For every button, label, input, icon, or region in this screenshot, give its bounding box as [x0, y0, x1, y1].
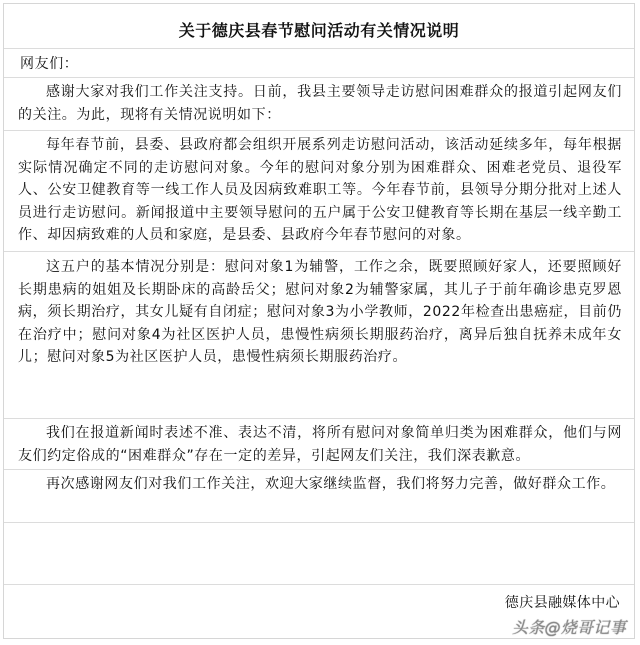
divider-line [4, 251, 634, 252]
watermark-text: 头条@烧哥记事 [511, 618, 626, 637]
document-title: 关于德庆县春节慰问活动有关情况说明 [178, 21, 460, 40]
divider-line [4, 584, 634, 585]
divider-line [4, 522, 634, 523]
divider-line [4, 77, 634, 78]
paragraph-1: 感谢大家对我们工作关注支持。日前，我县主要领导走访慰问困难群众的报道引起网友们的关注。为此，现将有关情况说明如下： [18, 84, 622, 123]
paragraph-3: 这五户的基本情况分别是：慰问对象1为辅警，工作之余，既要照顾好家人，还要照顾好长期患病的姐姐及长期卧床的高龄岳父；慰问对象2为辅警家属，其儿子于前年确诊患克罗恩病，须长期治疗，其女儿疑有自闭症；慰问对象3为小学教师，2022年检查出患癌症，目前仍在治疗中；慰问对象4为社区医护人员，患慢性病须长期服药治疗，离异后独自抚养未成年女儿；慰问对象5为社区医护人员，患慢性病须长期服药治疗。 [18, 259, 622, 365]
salutation: 网友们： [20, 56, 79, 72]
paragraph-2: 每年春节前，县委、县政府都会组织开展系列走访慰问活动，该活动延续多年，每年根据实际情况确定不同的走访慰问对象。今年的慰问对象分别为困难群众、困难老党员、退役军人、公安卫健教育等一线工作人员及因病致难职工等。今年春节前，县领导分期分批对上述人员进行走访慰问。新闻报道中主要领导慰问的五户属于公安卫健教育等长期在基层一线辛勤工作、却因病致难的人员和家庭，是县委、县政府今年春节慰问的对象。 [18, 137, 622, 243]
divider-line [4, 48, 634, 49]
document-page [3, 3, 635, 639]
paragraph-5: 再次感谢网友们对我们工作关注，欢迎大家继续监督，我们将努力完善，做好群众工作。 [46, 476, 616, 492]
paragraph-4: 我们在报道新闻时表述不准、表达不清，将所有慰问对象简单归类为困难群众，他们与网友们约定俗成的“困难群众”存在一定的差异，引起网友们关注，我们深表歉意。 [18, 425, 622, 464]
divider-line [4, 418, 634, 419]
divider-line [4, 469, 634, 470]
signature-organization: 德庆县融媒体中心 [504, 595, 620, 611]
divider-line [4, 130, 634, 131]
